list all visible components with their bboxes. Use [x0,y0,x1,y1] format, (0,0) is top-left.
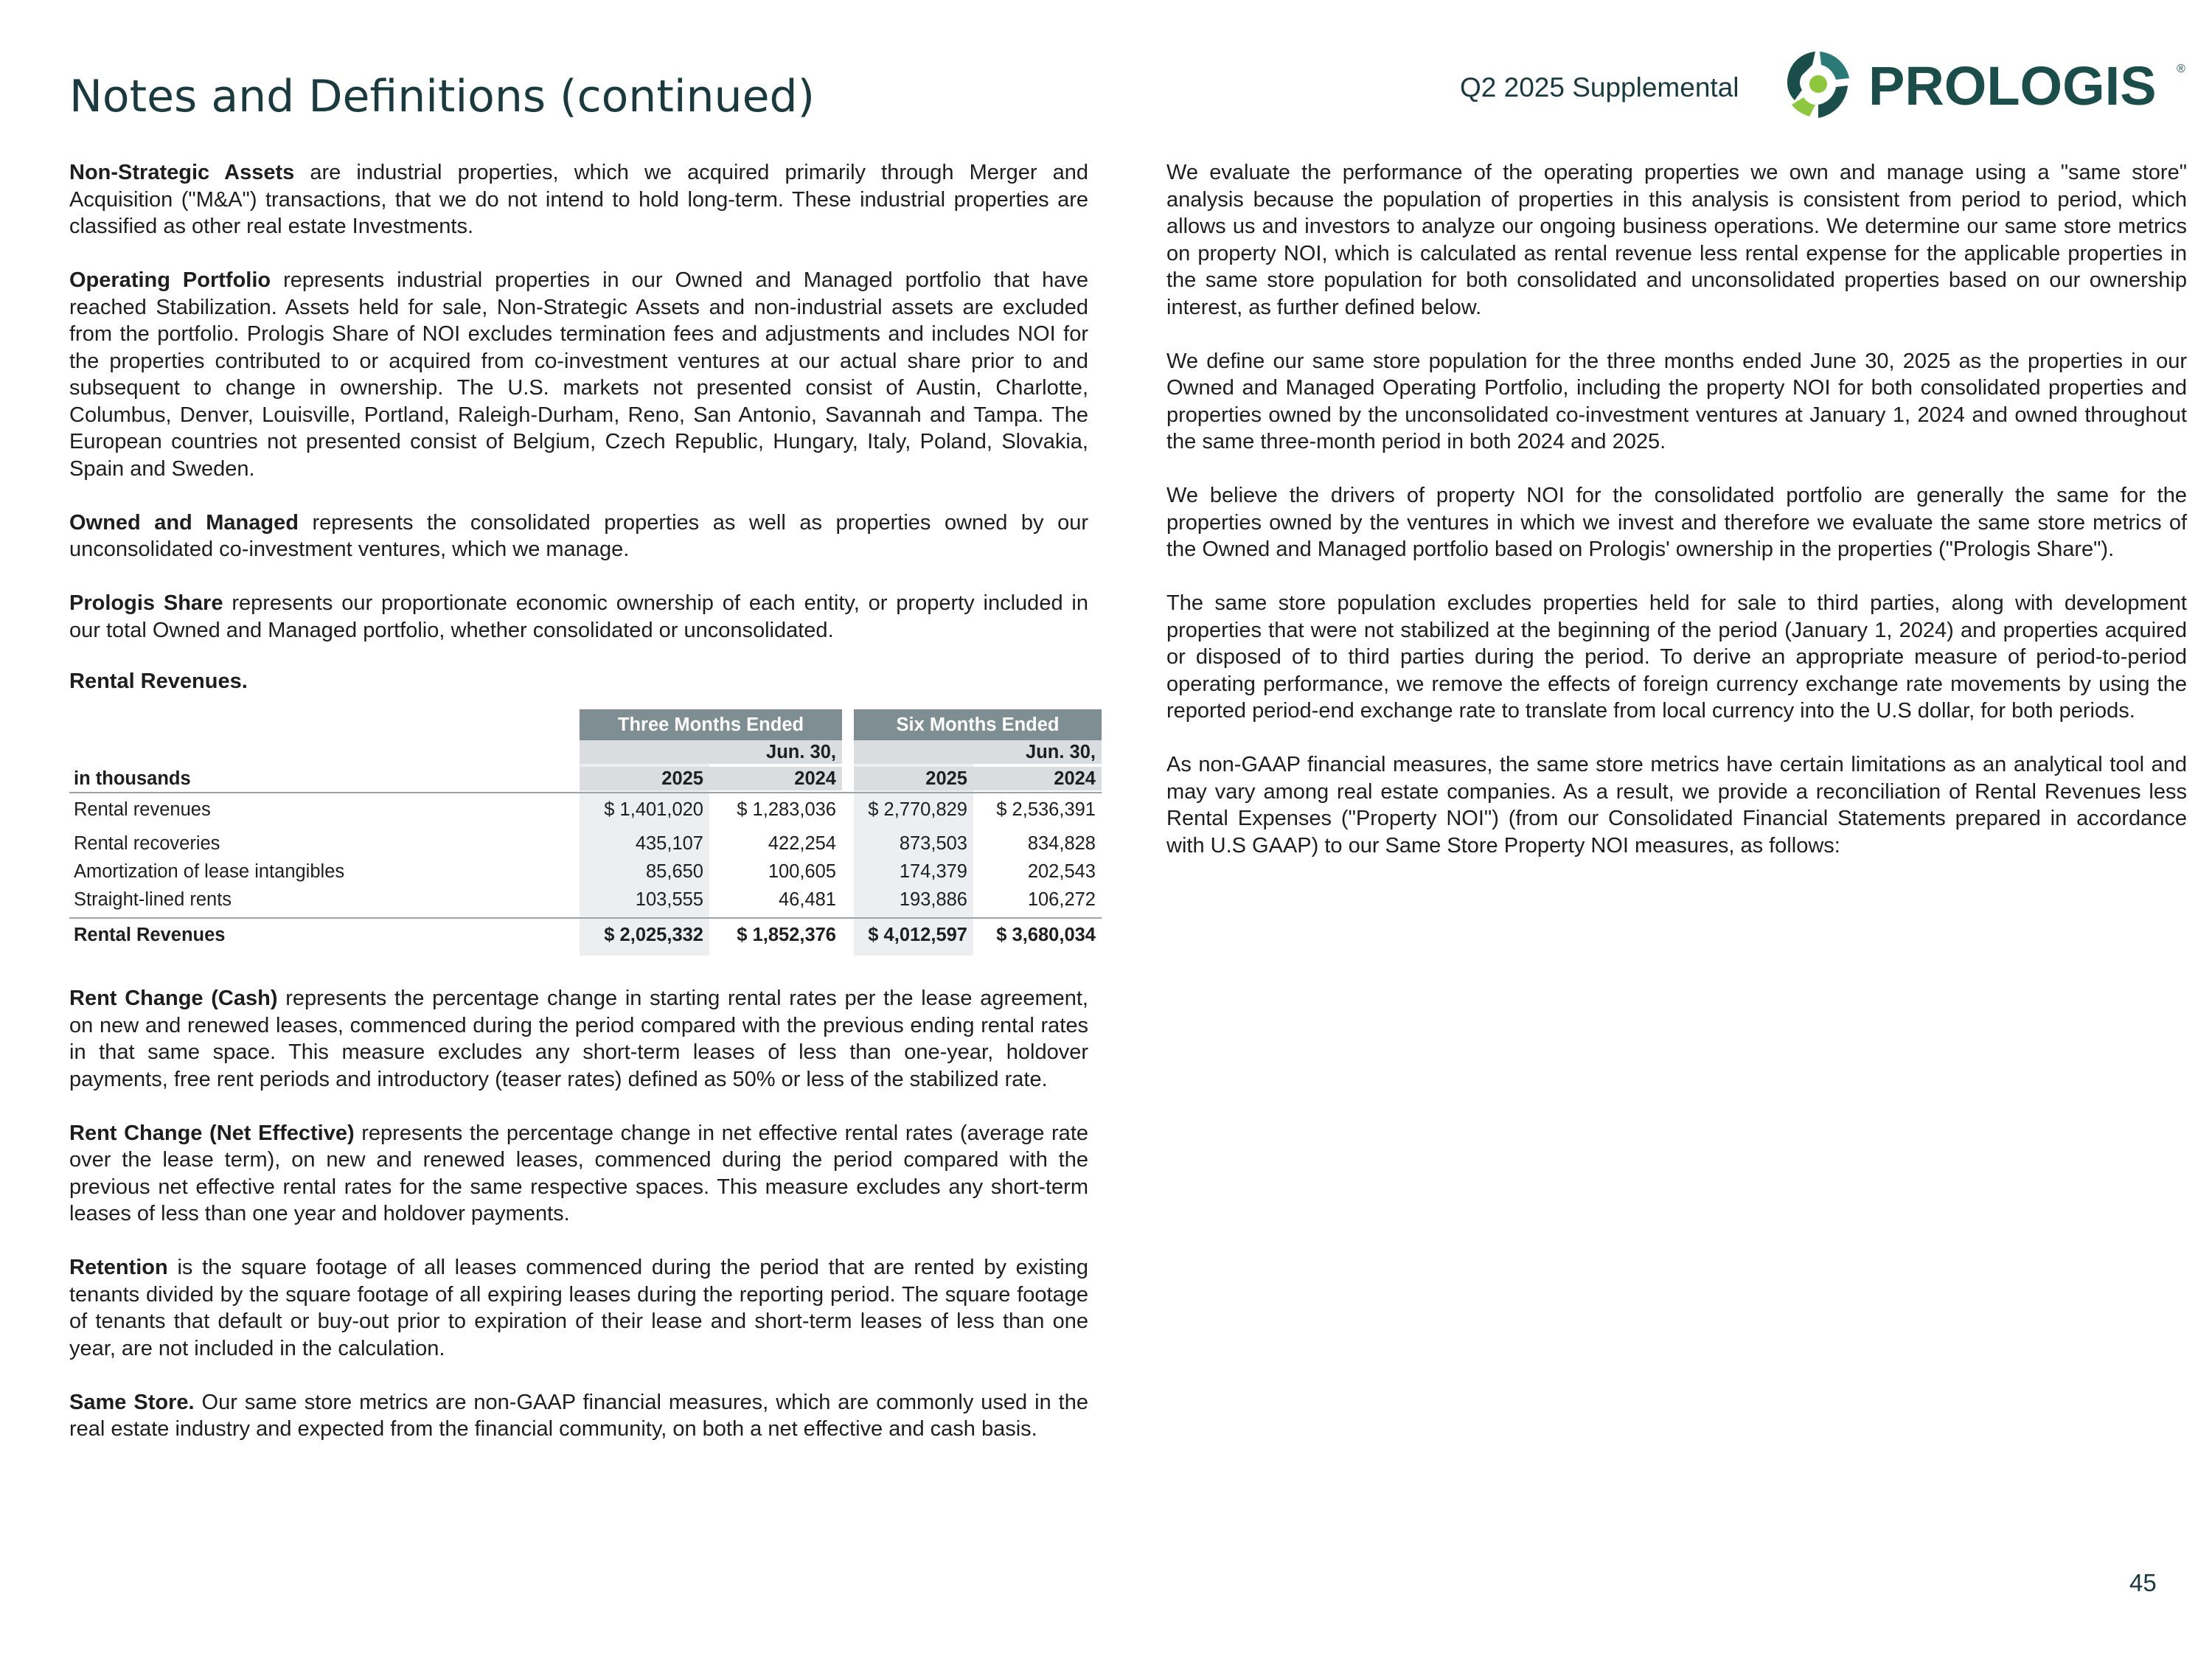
table-row-label: Amortization of lease intangibles [74,861,345,882]
logo-wordmark: PROLOGIS [1868,55,2157,116]
year-col-3: 2025 [854,767,973,790]
table-total-cell: $ 3,680,034 [996,925,1096,945]
table-cell: 103,555 [635,889,703,910]
same-store-para-1: We evaluate the performance of the operating properties we own and manage using a "same store" analysis because the population of properties in this analysis is consistent from period to period, which allows us and investors to analyze our ongoing business operations. We determine our same store metrics on property NOI, which is calculated as rental revenue less rental expense for the applicable properties in the same store population for both consolidated and unconsolidated properties based on our ownership interest, as further defined below. [1166,161,2187,319]
year-col-1: 2025 [580,767,709,790]
def-same-store: Same Store. Our same store metrics are non-GAAP financial measures, which are commonly used in the real estate industry and expected from the financial community, on both a net effective and cash basis. [69,1390,1088,1441]
year-col-2: 2024 [709,767,842,790]
table-row-label: Rental recoveries [74,833,220,854]
table-cell: $ 1,401,020 [604,799,703,820]
same-store-para-3: We believe the drivers of property NOI for the consolidated portfolio are generally the same for the properties owned by the ventures in which we invest and therefore we evaluate the same store metrics of the Owned and Managed portfolio based on Prologis' ownership in the properties ("Prologis Share"). [1166,484,2187,561]
header-three-months: Three Months Ended [580,709,842,740]
table-cell: 873,503 [899,833,967,854]
page-number: 45 [2129,1569,2157,1596]
table-total-cell: $ 2,025,332 [604,925,703,945]
same-store-para-4: The same store population excludes properties held for sale to third parties, along with development properties that were not stabilized at the beginning of the period (January 1, 2024) and properties acquired or disposed of to third parties during the period. To derive an appropriate measure of period-to-period operating performance, we remove the effects of foreign currency exchange rate movements by using the reported period-end exchange rate to translate from local currency into the U.S dollar, for both periods. [1166,591,2187,723]
left-column-upper [69,159,1088,671]
table-cell: 100,605 [768,861,836,882]
def-retention: Retention is the square footage of all leases commenced during the period that are rented by existing tenants divided by the square footage of all expiring leases during the reporting period. The square footage of tenants that default or buy-out prior to expiration of their lease and short-term leases of less than one year, are not included in the calculation. [69,1256,1088,1360]
def-operating-portfolio: Operating Portfolio represents industrial properties in our Owned and Managed portfolio that have reached Stabilization. Assets held for sale, Non-Strategic Assets and non-industrial assets are excluded from the portfolio. Prologis Share of NOI excludes termination fees and adjustments and includes NOI for the properties contributed to or acquired from co-investment ventures at our actual share prior to and subsequent to change in ownership. The U.S. markets not presented consist of Austin, Charlotte, Columbus, Denver, Louisville, Portland, Raleigh-Durham, Reno, San Antonio, Savannah and Tampa. The European countries not presented consist of Belgium, Czech Republic, Hungary, Italy, Poland, Slovakia, Spain and Sweden. [69,268,1088,481]
year-col-4: 2024 [973,767,1102,790]
header-three-months-date: Jun. 30, [580,740,842,764]
def-prologis-share: Prologis Share represents our proportionate economic ownership of each entity, or property included in our total Owned and Managed portfolio, whether consolidated or unconsolidated. [69,591,1089,642]
supplemental-label: Q2 2025 Supplemental [1460,72,1739,102]
table-cell: 106,272 [1027,889,1096,910]
unit-label: in thousands [74,768,191,789]
table-total-cell: $ 4,012,597 [868,925,967,945]
def-owned-managed: Owned and Managed represents the consolidated properties as well as properties owned by our unconsolidated co-investment ventures, which we manage. [69,510,1088,561]
globe-logo-icon [1787,52,1849,118]
table-total-label: Rental Revenues [74,925,226,945]
same-store-para-5: As non-GAAP financial measures, the same store metrics have certain limitations as an analytical tool and may vary among real estate companies. As a result, we provide a reconciliation of Rental Revenues less Rental Expenses ("Property NOI") (from our Consolidated Financial Statements prepared in accordance with U.S GAAP) to our Same Store Property NOI measures, as follows: [1166,753,2187,858]
table-cell: $ 2,770,829 [868,799,967,820]
header-six-months: Six Months Ended [854,709,1102,740]
same-store-para-2: We define our same store population for the three months ended June 30, 2025 as the properties in our Owned and Managed Operating Portfolio, including the property NOI for both consolidated properties and properties owned by the unconsolidated co-investment ventures at January 1, 2024 and owned throughout the same three-month period in both 2024 and 2025. [1166,349,2187,453]
table-row-label: Straight-lined rents [74,889,232,910]
table-cell: 834,828 [1027,833,1096,854]
table-cell: 46,481 [779,889,836,910]
prologis-logo [1777,46,2190,127]
def-non-strategic: Non-Strategic Assets are industrial properties, which we acquired primarily through Merger and Acquisition ("M&A") transactions, that we do not intend to hold long-term. These industrial properties are classified as other real estate Investments. [69,161,1088,238]
table-cell: 435,107 [635,833,703,854]
rental-revenues-heading: Rental Revenues. [69,669,248,693]
left-column-lower [69,985,1088,1470]
table-cell: 85,650 [646,861,703,882]
table-cell: $ 1,283,036 [737,799,836,820]
right-column [1166,159,2187,886]
table-cell: $ 2,536,391 [996,799,1096,820]
rental-revenues-table [69,709,1102,956]
svg-text:®: ® [2177,63,2185,75]
table-row-label: Rental revenues [74,799,211,820]
table-cell: 193,886 [899,889,967,910]
def-rent-change-net: Rent Change (Net Effective) represents the percentage change in net effective rental rates (average rate over the lease term), on new and renewed leases, commenced during the period compared with the previous net effective rental rates for the same respective spaces. This measure excludes any short-term leases of less than one year and holdover payments. [69,1121,1088,1225]
page-title: Notes and Definitions (continued) [69,71,815,122]
def-rent-change-cash: Rent Change (Cash) represents the percentage change in starting rental rates per the lease agreement, on new and renewed leases, commenced during the period compared with the previous ending rental rates in that same space. This measure excludes any short-term leases of less than one-year, holdover payments, free rent periods and introductory (teaser rates) defined as 50% or less of the stabilized rate. [69,987,1088,1091]
header-six-months-date: Jun. 30, [854,740,1102,764]
table-total-cell: $ 1,852,376 [737,925,836,945]
table-cell: 202,543 [1027,861,1096,882]
table-cell: 422,254 [768,833,836,854]
table-cell: 174,379 [899,861,967,882]
